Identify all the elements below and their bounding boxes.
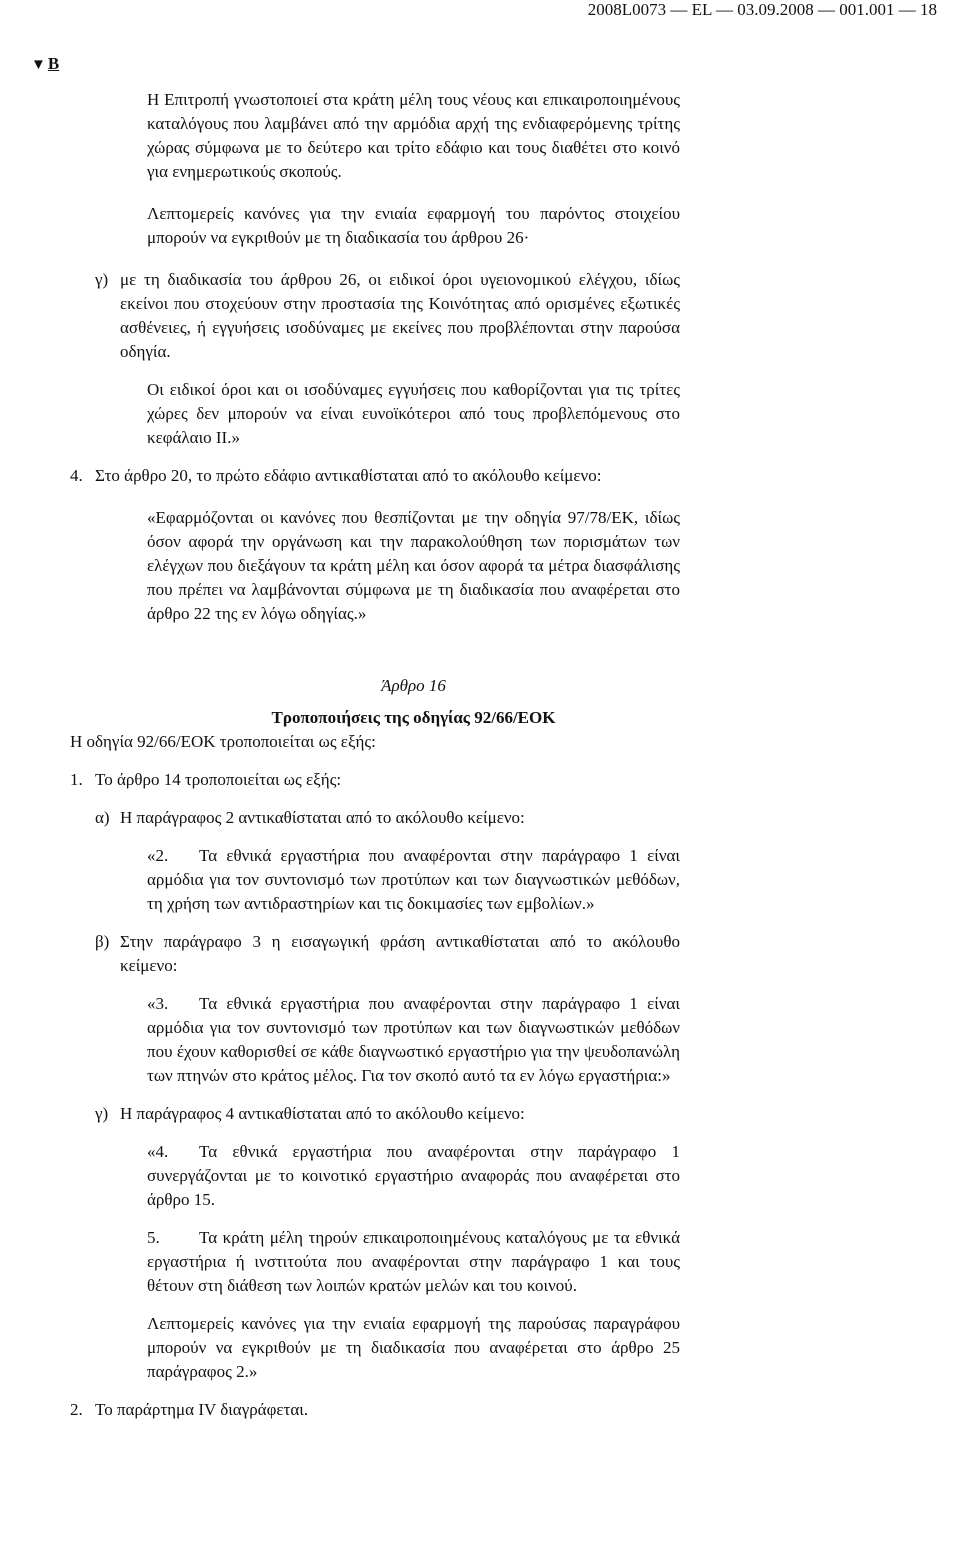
list-item-2	[70, 1398, 680, 1422]
list-label: α)	[95, 808, 110, 827]
marker-label: B	[47, 54, 60, 73]
list-text: Η παράγραφος 4 αντικαθίσταται από το ακόλουθο κείμενο:	[120, 1104, 525, 1123]
quote-number: «4.	[147, 1142, 169, 1161]
triangle-down-icon: ▼	[31, 57, 46, 73]
list-item-g	[95, 268, 680, 364]
quote-paragraph-2	[147, 844, 680, 916]
list-number: 1.	[70, 770, 83, 789]
list-text: Το παράρτημα IV διαγράφεται.	[95, 1400, 309, 1419]
list-text: Η παράγραφος 2 αντικαθίσταται από το ακόλουθο κείμενο:	[120, 808, 525, 827]
quote-number: 5.	[147, 1228, 160, 1247]
list-number: 2.	[70, 1400, 83, 1419]
list-item-a	[95, 806, 680, 830]
list-item-b	[95, 930, 680, 978]
quote-number: «2.	[147, 846, 169, 865]
list-label: β)	[95, 932, 110, 951]
list-number: 4.	[70, 466, 83, 485]
quote-text: Τα εθνικά εργαστήρια που αναφέρονται στην παράγραφο 1 είναι αρμόδια για τον συντονισμό των προτύπων και των διαγνωστικών μεθόδων, τη χρήση των αντιδραστηρίων και τις δοκιμασίες των εμβολίων.»	[147, 846, 680, 913]
quote-text: Τα εθνικά εργαστήρια που αναφέρονται στην παράγραφο 1 είναι αρμόδια για τον συντονισμό των προτύπων και των διαγνωστικών μεθόδων που έχουν καθορισθεί σε κάθε διαγνωστικό εργαστήριο για την ψευδοπανώλη των πτηνών στο κράτος μέλος. Για τον σκοπό αυτό τα εν λόγω εργαστήρια:»	[147, 994, 680, 1085]
article-title: Άρθρο 16	[381, 676, 446, 695]
paragraph-commission-notice: Η Επιτροπή γνωστοποιεί στα κράτη μέλη τους νέους και επικαιροποιημένους καταλόγους που λαμβάνει από την αρμόδια αρχή της ενδιαφερόμενης τρίτης χώρας σύμφωνα με το δεύτερο και τρίτο εδάφιο και τους διαθέτει στο κοινό για ενημερωτικούς σκοπούς.	[147, 90, 680, 181]
quote-paragraph-4	[147, 1140, 680, 1212]
document-body	[70, 88, 680, 1422]
list-text: με τη διαδικασία του άρθρου 26, οι ειδικοί όροι υγειονομικού ελέγχου, ιδίως εκείνοι που στοχεύουν στην προστασία της Κοινότητας από ορισμένες εξωτικές ασθένειες, ή εγγυήσεις ισοδύναμες με εκείνες που προβλέπονται στην παρούσα οδηγία.	[120, 270, 680, 361]
quote-number: «3.	[147, 994, 169, 1013]
list-label: γ)	[95, 1104, 109, 1123]
quote-paragraph-detailed-rules: Λεπτομερείς κανόνες για την ενιαία εφαρμογή της παρούσας παραγράφου μπορούν να εγκριθούν με τη διαδικασία που αναφέρεται στο άρθρο 25 παράγραφος 2.»	[147, 1314, 680, 1381]
list-item-1	[70, 768, 680, 792]
quote-text: Τα κράτη μέλη τηρούν επικαιροποιημένους καταλόγους με τα εθνικά εργαστήρια ή ινστιτούτα που αναφέρονται στην παράγραφο 1 και τους θέτουν στη διάθεση των λοιπών κρατών μελών και του κοινού.	[147, 1228, 680, 1295]
article-subtitle: Τροποποιήσεις της οδηγίας 92/66/ΕΟΚ	[271, 708, 556, 727]
list-label: γ)	[95, 270, 109, 289]
quote-paragraph-5	[147, 1226, 680, 1298]
paragraph-special-conditions: Οι ειδικοί όροι και οι ισοδύναμες εγγυήσεις που καθορίζονται για τις τρίτες χώρες δεν μπορούν να είναι ευνοϊκότεροι από τους προβλεπόμενους στο κεφάλαιο ΙΙ.»	[147, 380, 680, 447]
quote-paragraph-3	[147, 992, 680, 1088]
list-text: Στο άρθρο 20, το πρώτο εδάφιο αντικαθίσταται από το ακόλουθο κείμενο:	[95, 466, 602, 485]
quote-article-20: «Εφαρμόζονται οι κανόνες που θεσπίζονται με την οδηγία 97/78/ΕΚ, ιδίως όσον αφορά την οργάνωση και την παρακολούθηση των πορισμάτων των ελέγχων που διεξάγουν τα κράτη μέλη και όσον αφορά τα μέτρα διασφάλισης που πρέπει να λαμβάνονται σύμφωνα με τη διαδικασία που αναφέρεται στο άρθρο 22 της εν λόγω οδηγίας.»	[147, 508, 680, 623]
article-intro: Η οδηγία 92/66/ΕΟΚ τροποποιείται ως εξής:	[70, 732, 376, 751]
paragraph-detailed-rules: Λεπτομερείς κανόνες για την ενιαία εφαρμογή του παρόντος στοιχείου μπορούν να εγκριθούν με τη διαδικασία του άρθρου 26·	[147, 204, 680, 247]
quote-text: Τα εθνικά εργαστήρια που αναφέρονται στην παράγραφο 1 συνεργάζονται με το κοινοτικό εργαστήριο αναφοράς που αναφέρεται στο άρθρο 15.	[147, 1142, 680, 1209]
list-text: Στην παράγραφο 3 η εισαγωγική φράση αντικαθίσταται από το ακόλουθο κείμενο:	[120, 932, 680, 975]
list-text: Το άρθρο 14 τροποποιείται ως εξής:	[95, 770, 342, 789]
amendment-marker	[31, 52, 59, 77]
list-item-c	[95, 1102, 680, 1126]
list-item-4	[70, 464, 680, 488]
document-reference-header: 2008L0073 — EL — 03.09.2008 — 001.001 — 18	[587, 0, 937, 19]
